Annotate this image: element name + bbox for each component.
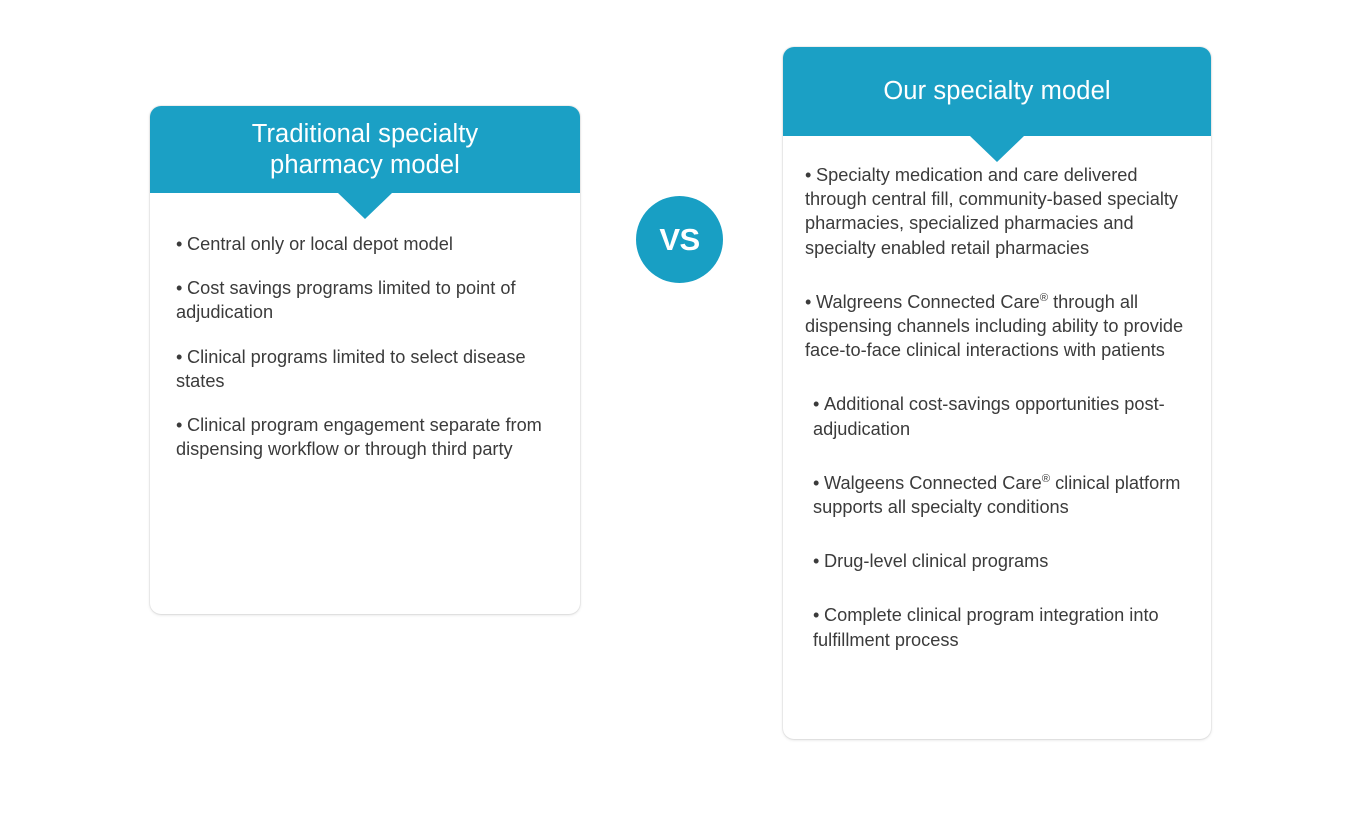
list-item-text: Cost savings programs limited to point of adjudication	[176, 278, 516, 323]
bullet-marker-icon: •	[813, 551, 820, 572]
list-item	[176, 232, 562, 256]
versus-badge-label: VS	[659, 221, 700, 257]
our-specialty-model-header-notch-icon	[970, 136, 1024, 162]
list-item	[176, 413, 562, 461]
bullet-marker-icon: •	[176, 415, 183, 436]
our-specialty-model-card-title: Our specialty model	[883, 77, 1111, 105]
list-item	[805, 290, 1195, 363]
traditional-model-card-title-line2: pharmacy model	[270, 150, 460, 179]
traditional-model-bullet-list	[176, 232, 562, 481]
traditional-model-card-title	[252, 119, 479, 181]
bullet-marker-icon: •	[813, 472, 820, 493]
bullet-marker-icon: •	[813, 394, 820, 415]
list-item	[176, 276, 562, 324]
list-item	[805, 471, 1195, 519]
our-specialty-model-card	[783, 47, 1211, 739]
list-item-text: Clinical programs limited to select disease states	[176, 346, 526, 391]
versus-badge	[636, 196, 723, 283]
list-item	[176, 345, 562, 393]
list-item-text: Drug-level clinical programs	[824, 551, 1049, 572]
list-item-text: Complete clinical program integration into fulfillment process	[813, 605, 1159, 650]
list-item	[805, 603, 1195, 651]
bullet-marker-icon: •	[805, 291, 812, 312]
list-item-text: Clinical program engagement separate from dispensing workflow or through third party	[176, 415, 542, 460]
list-item	[805, 392, 1195, 440]
list-item-text: Central only or local depot model	[187, 234, 453, 254]
registered-trademark-icon: ®	[1041, 472, 1051, 485]
list-item	[805, 163, 1195, 260]
list-item-text-post: clinical platform supports all specialty conditions	[813, 472, 1181, 518]
bullet-marker-icon: •	[176, 234, 183, 254]
traditional-model-card-header	[150, 106, 580, 193]
our-specialty-model-bullet-list	[805, 163, 1195, 682]
traditional-model-card-title-line1: Traditional specialty	[251, 119, 479, 148]
list-item-text-pre: Walgreens Connected Care	[816, 291, 1040, 312]
bullet-marker-icon: •	[813, 605, 820, 626]
list-item-text: Additional cost-savings opportunities post-adjudication	[813, 394, 1165, 439]
bullet-marker-icon: •	[805, 165, 812, 185]
traditional-model-card	[150, 106, 580, 614]
our-specialty-model-card-header	[783, 47, 1211, 136]
bullet-marker-icon: •	[176, 278, 183, 299]
traditional-model-header-notch-icon	[338, 193, 392, 219]
list-item-text: Specialty medication and care delivered through central fill, community-based specialty pharmacies, specialized pharmacies and specialty enabled retail pharmacies	[805, 165, 1179, 258]
list-item-text-pre: Walgeens Connected Care	[824, 472, 1042, 493]
registered-trademark-icon: ®	[1039, 291, 1049, 304]
bullet-marker-icon: •	[176, 346, 183, 367]
list-item	[805, 549, 1195, 573]
list-item-text-post: through all dispensing channels including ability to provide face-to-face clinical interactions with patients	[805, 291, 1184, 361]
